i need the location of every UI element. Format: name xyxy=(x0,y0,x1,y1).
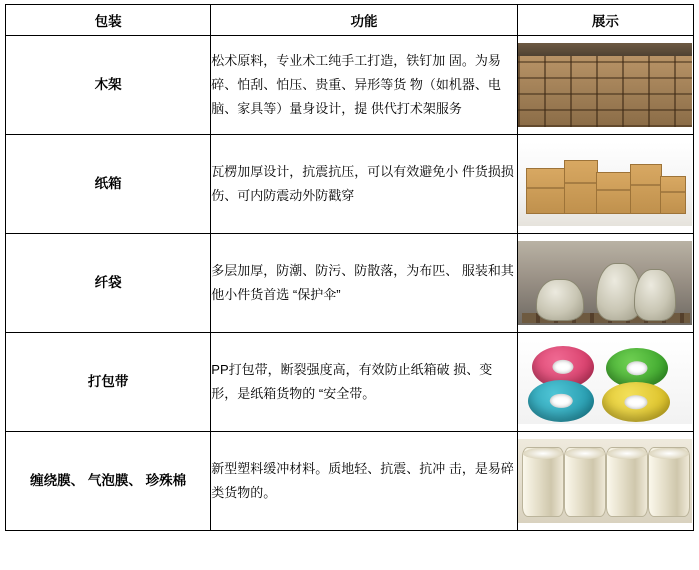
strapping-roll-shape xyxy=(602,382,670,422)
cell-description: 松术原料，专业术工纯手工打造，铁钉加 固。为易碎、怕刮、怕压、贵重、异形等货 物（如机器、电脑、家具等）量身设计，提 供代打术架服务 xyxy=(211,36,517,135)
carton-box-photo xyxy=(518,142,692,226)
cell-category: 纸箱 xyxy=(6,135,211,234)
carton-box-shape xyxy=(564,160,598,214)
cell-description: 多层加厚，防潮、防污、防散落，为布匹、 服装和其他小件货首选 “保护伞” xyxy=(211,234,517,333)
film-roll-shape xyxy=(522,447,564,517)
cell-category: 纤袋 xyxy=(6,234,211,333)
table-row xyxy=(6,234,694,333)
cell-image xyxy=(517,135,693,234)
cell-category: 打包带 xyxy=(6,333,211,432)
table-header xyxy=(6,5,694,36)
wooden-crate-photo xyxy=(518,43,692,127)
strapping-band-photo xyxy=(518,340,692,424)
cell-category: 木架 xyxy=(6,36,211,135)
cell-description: 瓦楞加厚设计，抗震抗压，可以有效避免小 件货损损伤、可内防震动外防戳穿 xyxy=(211,135,517,234)
cell-image xyxy=(517,234,693,333)
cell-category: 缠绕膜、 气泡膜、 珍殊棉 xyxy=(6,432,211,531)
cell-description: PP打包带，断裂强度高，有效防止纸箱破 损、变形，是纸箱货物的 “安全带。 xyxy=(211,333,517,432)
table-row xyxy=(6,432,694,531)
cell-image xyxy=(517,36,693,135)
carton-box-shape xyxy=(526,168,566,214)
carton-box-shape xyxy=(660,176,686,214)
woven-bag-photo xyxy=(518,241,692,325)
stretch-film-photo xyxy=(518,439,692,523)
table-row xyxy=(6,333,694,432)
column-header-function: 功能 xyxy=(211,5,517,36)
table-header-row xyxy=(6,5,694,36)
carton-box-shape xyxy=(596,172,632,214)
column-header-packaging: 包装 xyxy=(6,5,211,36)
cell-image xyxy=(517,432,693,531)
packaging-table xyxy=(5,4,694,531)
table-row xyxy=(6,135,694,234)
strapping-roll-shape xyxy=(528,380,594,422)
carton-box-shape xyxy=(630,164,662,214)
cell-image xyxy=(517,333,693,432)
film-roll-shape xyxy=(606,447,648,517)
column-header-display: 展示 xyxy=(517,5,693,36)
film-roll-shape xyxy=(648,447,690,517)
woven-bag-shape xyxy=(536,279,584,321)
table-row xyxy=(6,36,694,135)
woven-bag-shape xyxy=(634,269,676,321)
table-body xyxy=(6,36,694,531)
film-roll-shape xyxy=(564,447,606,517)
cell-description: 新型塑料缓冲材料。质地轻、抗震、抗冲 击，是易碎类货物的。 xyxy=(211,432,517,531)
